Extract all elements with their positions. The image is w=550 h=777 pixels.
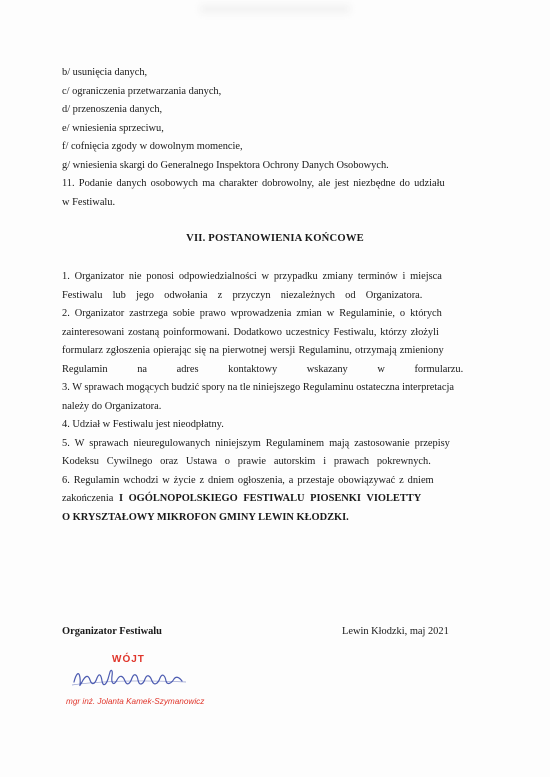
final-provisions	[62, 268, 490, 527]
list-item: b/ usunięcia danych,	[62, 67, 148, 78]
p5-line-2: Kodeksu Cywilnego oraz Ustawa o prawie autorskim i prawach pokrewnych.	[62, 456, 431, 467]
place-date: Lewin Kłodzki, maj 2021	[342, 626, 449, 637]
list-item: f/ cofnięcia zgody w dowolnym momencie,	[62, 141, 243, 152]
p2-line-4: Regulamin na adres kontaktowy wskazany w formularzu.	[62, 363, 464, 375]
p6-line-2	[62, 490, 490, 509]
scan-artifact	[200, 4, 350, 14]
p6-line-1: 6. Regulamin wchodzi w życie z dniem ogłoszenia, a przestaje obowiązywać z dniem	[62, 474, 434, 486]
handwritten-signature	[70, 660, 190, 694]
point-11-line-1: 11. Podanie danych osobowych ma charakter dobrowolny, ale jest niezbędne do udziału	[62, 178, 445, 189]
p2-line-1: 2. Organizator zastrzega sobie prawo wprowadzenia zmian w Regulaminie, o których	[62, 308, 442, 319]
p6-prefix: zakończenia	[62, 493, 114, 504]
list-item: e/ wniesienia sprzeciwu,	[62, 122, 164, 134]
list-item: d/ przenoszenia danych,	[62, 104, 163, 115]
p1-line-1: 1. Organizator nie ponosi odpowiedzialności w przypadku zmiany terminów i miejsca	[62, 271, 442, 282]
rights-list	[62, 64, 490, 212]
list-item: g/ wniesienia skargi do Generalnego Inspektora Ochrony Danych Osobowych.	[62, 159, 389, 171]
p3-line-1: 3. W sprawach mogących budzić spory na tle niniejszego Regulaminu ostateczna interpretacja	[62, 382, 455, 393]
p1-line-2: Festiwalu lub jego odwołania z przyczyn niezależnych od Organizatora.	[62, 289, 423, 301]
p4-line: 4. Udział w Festiwalu jest nieodpłatny.	[62, 419, 224, 430]
organizer-label: Organizator Festiwalu	[62, 626, 162, 637]
p3-line-2: należy do Organizatora.	[62, 400, 162, 412]
p5-line-1: 5. W sprawach nieuregulowanych niniejszym Regulaminem mają zastosowanie przepisy	[62, 437, 450, 449]
point-11-line-2: w Festiwalu.	[62, 196, 116, 208]
section-heading: VII. POSTANOWIENIA KOŃCOWE	[186, 233, 364, 244]
p2-line-3: formularz zgłoszenia opierając się na pierwotnej wersji Regulaminu, otrzymają zmieniony	[62, 345, 444, 356]
stamp-title: WÓJT	[112, 654, 145, 665]
p2-line-2: zainteresowani zostaną poinformowani. Dodatkowo uczestnicy Festiwalu, którzy złożyli	[62, 326, 439, 338]
festival-name-part-2: O KRYSZTAŁOWY MIKROFON GMINY LEWIN KŁODZKI.	[62, 511, 349, 523]
festival-name-part-1: I OGÓLNOPOLSKIEGO FESTIWALU PIOSENKI VIOLETTY	[118, 493, 422, 504]
list-item: c/ ograniczenia przetwarzania danych,	[62, 85, 222, 97]
stamp-name: mgr inż. Jolanta Kamek-Szymanowicz	[66, 697, 205, 706]
